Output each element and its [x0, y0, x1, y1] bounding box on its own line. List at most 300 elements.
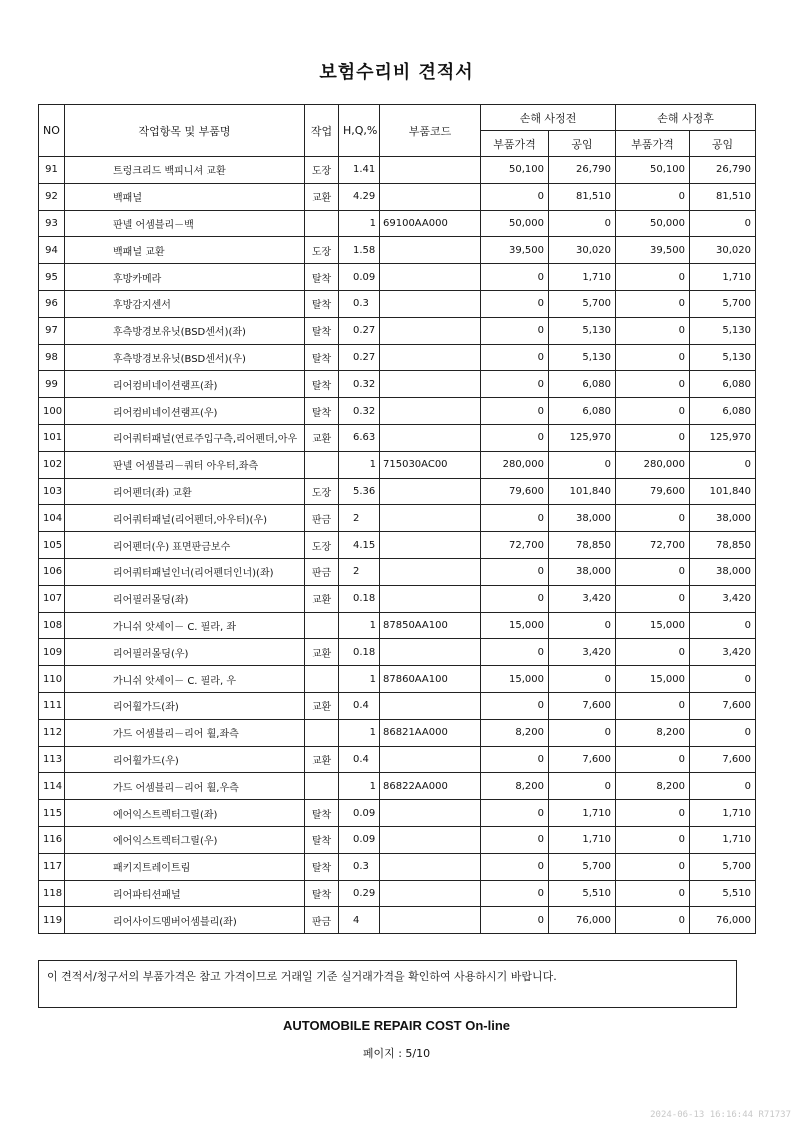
row-after-part-price: 0 — [616, 639, 690, 666]
row-hq: 1.58 — [339, 237, 380, 264]
row-hq: 0.09 — [339, 826, 380, 853]
row-after-part-price: 15,000 — [616, 666, 690, 693]
row-work-type: 탈착 — [305, 371, 339, 398]
row-work-type: 교환 — [305, 746, 339, 773]
row-part-code: 87850AA100 — [380, 612, 481, 639]
row-item-name: 후방감지센서 — [65, 290, 305, 317]
row-no: 112 — [39, 719, 65, 746]
row-work-type: 탈착 — [305, 853, 339, 880]
row-after-part-price: 72,700 — [616, 532, 690, 559]
table-row — [39, 719, 756, 746]
row-no: 111 — [39, 692, 65, 719]
row-after-part-price: 15,000 — [616, 612, 690, 639]
table-body — [39, 157, 756, 934]
row-before-labor: 0 — [549, 612, 616, 639]
row-before-labor: 0 — [549, 210, 616, 237]
row-before-part-price: 0 — [481, 853, 549, 880]
row-after-labor: 6,080 — [690, 371, 756, 398]
table-row — [39, 290, 756, 317]
row-hq: 1 — [339, 210, 380, 237]
row-item-name: 리어필러몰딩(우) — [65, 639, 305, 666]
table-row — [39, 800, 756, 827]
row-after-labor: 26,790 — [690, 157, 756, 184]
row-after-labor: 5,510 — [690, 880, 756, 907]
table-row — [39, 237, 756, 264]
table-row — [39, 692, 756, 719]
row-hq: 1 — [339, 719, 380, 746]
row-after-part-price: 0 — [616, 398, 690, 425]
row-item-name: 리어컴비네이션램프(우) — [65, 398, 305, 425]
row-no: 99 — [39, 371, 65, 398]
header-before: 손해 사정전 — [481, 105, 616, 131]
row-work-type: 교환 — [305, 585, 339, 612]
row-before-labor: 5,700 — [549, 853, 616, 880]
row-before-labor: 26,790 — [549, 157, 616, 184]
row-work-type: 판금 — [305, 907, 339, 934]
row-work-type: 탈착 — [305, 826, 339, 853]
row-no: 106 — [39, 558, 65, 585]
row-work-type: 판금 — [305, 558, 339, 585]
row-no: 91 — [39, 157, 65, 184]
row-item-name: 판넬 어셈블리－쿼터 아우터,좌측 — [65, 451, 305, 478]
row-item-name: 리어휠가드(우) — [65, 746, 305, 773]
row-after-labor: 1,710 — [690, 800, 756, 827]
row-before-labor: 7,600 — [549, 746, 616, 773]
row-work-type: 탈착 — [305, 264, 339, 291]
page-title: 보험수리비 견적서 — [319, 62, 474, 83]
row-before-labor: 101,840 — [549, 478, 616, 505]
row-item-name: 에어익스트렉터그릴(좌) — [65, 800, 305, 827]
row-no: 119 — [39, 907, 65, 934]
row-part-code: 69100AA000 — [380, 210, 481, 237]
row-no: 101 — [39, 424, 65, 451]
row-no: 108 — [39, 612, 65, 639]
header-item: 작업항목 및 부품명 — [65, 105, 305, 157]
row-work-type — [305, 719, 339, 746]
row-hq: 1.41 — [339, 157, 380, 184]
row-hq: 4 — [339, 907, 380, 934]
row-no: 95 — [39, 264, 65, 291]
row-after-labor: 7,600 — [690, 692, 756, 719]
row-before-labor: 81,510 — [549, 183, 616, 210]
row-no: 100 — [39, 398, 65, 425]
row-after-part-price: 0 — [616, 800, 690, 827]
row-after-labor: 0 — [690, 612, 756, 639]
row-before-part-price: 0 — [481, 264, 549, 291]
table-row — [39, 398, 756, 425]
row-part-code — [380, 398, 481, 425]
row-before-labor: 5,700 — [549, 290, 616, 317]
row-part-code — [380, 907, 481, 934]
row-item-name: 가드 어셈블리－리어 휠,우측 — [65, 773, 305, 800]
row-hq: 0.09 — [339, 264, 380, 291]
row-before-labor: 1,710 — [549, 800, 616, 827]
row-before-labor: 3,420 — [549, 585, 616, 612]
table-row — [39, 157, 756, 184]
table-row — [39, 558, 756, 585]
row-no: 105 — [39, 532, 65, 559]
row-after-labor: 0 — [690, 666, 756, 693]
row-after-labor: 5,130 — [690, 344, 756, 371]
row-no: 94 — [39, 237, 65, 264]
print-timestamp: 2024-06-13 16:16:44 R71737 — [650, 1110, 791, 1120]
row-no: 98 — [39, 344, 65, 371]
row-part-code — [380, 585, 481, 612]
row-work-type — [305, 666, 339, 693]
row-hq: 0.3 — [339, 853, 380, 880]
row-after-labor: 76,000 — [690, 907, 756, 934]
table-row — [39, 907, 756, 934]
row-after-labor: 1,710 — [690, 826, 756, 853]
row-after-part-price: 0 — [616, 290, 690, 317]
header-hq: H,Q,% — [339, 105, 380, 157]
row-part-code — [380, 157, 481, 184]
row-hq: 0.32 — [339, 398, 380, 425]
row-part-code — [380, 746, 481, 773]
row-before-part-price: 15,000 — [481, 612, 549, 639]
row-work-type: 교환 — [305, 639, 339, 666]
table-row — [39, 826, 756, 853]
row-before-labor: 5,510 — [549, 880, 616, 907]
row-item-name: 가드 어셈블리－리어 휠,좌측 — [65, 719, 305, 746]
row-item-name: 백패널 — [65, 183, 305, 210]
row-work-type — [305, 210, 339, 237]
row-work-type — [305, 612, 339, 639]
row-before-part-price: 0 — [481, 639, 549, 666]
row-work-type: 도장 — [305, 237, 339, 264]
row-after-part-price: 0 — [616, 585, 690, 612]
row-no: 116 — [39, 826, 65, 853]
row-before-labor: 76,000 — [549, 907, 616, 934]
row-hq: 4.15 — [339, 532, 380, 559]
row-item-name: 백패널 교환 — [65, 237, 305, 264]
row-before-part-price: 0 — [481, 398, 549, 425]
table-row — [39, 424, 756, 451]
row-before-labor: 6,080 — [549, 398, 616, 425]
row-before-labor: 0 — [549, 451, 616, 478]
row-part-code — [380, 264, 481, 291]
row-part-code — [380, 532, 481, 559]
row-work-type: 탈착 — [305, 880, 339, 907]
row-after-part-price: 0 — [616, 183, 690, 210]
row-before-part-price: 0 — [481, 371, 549, 398]
row-before-part-price: 0 — [481, 692, 549, 719]
row-hq: 0.27 — [339, 317, 380, 344]
row-no: 103 — [39, 478, 65, 505]
row-before-labor: 1,710 — [549, 264, 616, 291]
row-after-labor: 38,000 — [690, 558, 756, 585]
row-item-name: 가니쉬 앗세이－ C. 필라, 좌 — [65, 612, 305, 639]
row-hq: 1 — [339, 612, 380, 639]
row-before-part-price: 0 — [481, 800, 549, 827]
header-after-labor: 공임 — [690, 131, 756, 157]
row-before-part-price: 0 — [481, 290, 549, 317]
row-after-part-price: 0 — [616, 880, 690, 907]
table-row — [39, 210, 756, 237]
row-after-part-price: 8,200 — [616, 719, 690, 746]
row-after-part-price: 0 — [616, 317, 690, 344]
row-before-labor: 38,000 — [549, 558, 616, 585]
row-hq: 2 — [339, 505, 380, 532]
row-before-part-price: 79,600 — [481, 478, 549, 505]
row-after-part-price: 0 — [616, 907, 690, 934]
row-item-name: 트렁크리드 백피니셔 교환 — [65, 157, 305, 184]
row-before-part-price: 15,000 — [481, 666, 549, 693]
row-after-labor: 5,700 — [690, 290, 756, 317]
row-part-code — [380, 183, 481, 210]
table-row — [39, 639, 756, 666]
table-row — [39, 451, 756, 478]
header-after: 손해 사정후 — [616, 105, 756, 131]
row-part-code — [380, 317, 481, 344]
row-before-labor: 78,850 — [549, 532, 616, 559]
header-work: 작업 — [305, 105, 339, 157]
row-after-part-price: 0 — [616, 558, 690, 585]
row-hq: 1 — [339, 773, 380, 800]
row-before-labor: 38,000 — [549, 505, 616, 532]
row-before-part-price: 0 — [481, 907, 549, 934]
row-after-part-price: 79,600 — [616, 478, 690, 505]
row-no: 114 — [39, 773, 65, 800]
row-work-type: 도장 — [305, 478, 339, 505]
row-after-part-price: 0 — [616, 692, 690, 719]
row-item-name: 후측방경보유닛(BSD센서)(좌) — [65, 317, 305, 344]
row-item-name: 리어쿼터패널(연료주입구측,리어펜더,아우 — [65, 424, 305, 451]
table-row — [39, 344, 756, 371]
row-after-part-price: 50,000 — [616, 210, 690, 237]
row-work-type: 탈착 — [305, 800, 339, 827]
row-item-name: 후측방경보유닛(BSD센서)(우) — [65, 344, 305, 371]
row-item-name: 리어쿼터패널인너(리어펜더인너)(좌) — [65, 558, 305, 585]
row-before-labor: 125,970 — [549, 424, 616, 451]
row-hq: 0.4 — [339, 746, 380, 773]
row-before-labor: 6,080 — [549, 371, 616, 398]
row-after-labor: 0 — [690, 773, 756, 800]
row-before-part-price: 0 — [481, 317, 549, 344]
row-after-labor: 1,710 — [690, 264, 756, 291]
row-part-code — [380, 692, 481, 719]
row-no: 107 — [39, 585, 65, 612]
row-part-code — [380, 800, 481, 827]
row-part-code — [380, 639, 481, 666]
table-row — [39, 317, 756, 344]
row-hq: 5.36 — [339, 478, 380, 505]
row-after-labor: 3,420 — [690, 585, 756, 612]
row-item-name: 리어컴비네이션램프(좌) — [65, 371, 305, 398]
row-part-code — [380, 478, 481, 505]
row-item-name: 에어익스트렉터그릴(우) — [65, 826, 305, 853]
row-before-part-price: 8,200 — [481, 773, 549, 800]
row-after-part-price: 50,100 — [616, 157, 690, 184]
row-before-labor: 7,600 — [549, 692, 616, 719]
header-before-part-price: 부품가격 — [481, 131, 549, 157]
row-part-code — [380, 558, 481, 585]
row-before-part-price: 0 — [481, 505, 549, 532]
row-item-name: 리어필러몰딩(좌) — [65, 585, 305, 612]
row-part-code — [380, 853, 481, 880]
row-after-labor: 0 — [690, 451, 756, 478]
row-after-labor: 3,420 — [690, 639, 756, 666]
row-hq: 6.63 — [339, 424, 380, 451]
row-work-type: 탈착 — [305, 344, 339, 371]
header-no: NO — [39, 105, 65, 157]
row-before-labor: 5,130 — [549, 317, 616, 344]
row-part-code — [380, 290, 481, 317]
row-hq: 0.4 — [339, 692, 380, 719]
row-before-part-price: 0 — [481, 880, 549, 907]
row-work-type — [305, 451, 339, 478]
row-before-part-price: 0 — [481, 558, 549, 585]
row-after-part-price: 0 — [616, 746, 690, 773]
table-row — [39, 773, 756, 800]
row-hq: 0.29 — [339, 880, 380, 907]
row-before-part-price: 39,500 — [481, 237, 549, 264]
estimate-table — [38, 104, 756, 934]
row-item-name: 리어쿼터패널(리어펜더,아우터)(우) — [65, 505, 305, 532]
table-row — [39, 880, 756, 907]
header-before-labor: 공임 — [549, 131, 616, 157]
row-hq: 0.32 — [339, 371, 380, 398]
row-part-code — [380, 505, 481, 532]
row-after-labor: 38,000 — [690, 505, 756, 532]
price-notice: 이 견적서/청구서의 부품가격은 참고 가격이므로 거래일 기준 실거래가격을 확인하여 사용하시기 바랍니다. — [38, 960, 737, 1008]
row-hq: 1 — [339, 451, 380, 478]
row-before-labor: 0 — [549, 666, 616, 693]
row-no: 92 — [39, 183, 65, 210]
row-before-part-price: 0 — [481, 344, 549, 371]
row-no: 115 — [39, 800, 65, 827]
row-after-part-price: 280,000 — [616, 451, 690, 478]
row-item-name: 리어펜더(좌) 교환 — [65, 478, 305, 505]
row-work-type: 교환 — [305, 424, 339, 451]
row-after-labor: 125,970 — [690, 424, 756, 451]
row-before-part-price: 280,000 — [481, 451, 549, 478]
row-work-type — [305, 773, 339, 800]
row-after-labor: 30,020 — [690, 237, 756, 264]
row-part-code: 86822AA000 — [380, 773, 481, 800]
row-before-part-price: 50,100 — [481, 157, 549, 184]
row-part-code: 87860AA100 — [380, 666, 481, 693]
row-part-code: 86821AA000 — [380, 719, 481, 746]
row-after-part-price: 0 — [616, 371, 690, 398]
row-part-code — [380, 880, 481, 907]
header-code: 부품코드 — [380, 105, 481, 157]
row-item-name: 후방카메라 — [65, 264, 305, 291]
row-after-labor: 5,700 — [690, 853, 756, 880]
row-after-labor: 7,600 — [690, 746, 756, 773]
row-work-type: 판금 — [305, 505, 339, 532]
row-item-name: 판넬 어셈블리－백 — [65, 210, 305, 237]
row-after-labor: 0 — [690, 210, 756, 237]
row-item-name: 가니쉬 앗세이－ C. 필라, 우 — [65, 666, 305, 693]
table-row — [39, 585, 756, 612]
row-part-code — [380, 424, 481, 451]
row-after-labor: 6,080 — [690, 398, 756, 425]
row-after-part-price: 0 — [616, 264, 690, 291]
row-after-labor: 78,850 — [690, 532, 756, 559]
row-item-name: 리어파티션패널 — [65, 880, 305, 907]
row-after-part-price: 0 — [616, 344, 690, 371]
row-work-type: 탈착 — [305, 317, 339, 344]
row-no: 96 — [39, 290, 65, 317]
row-after-part-price: 8,200 — [616, 773, 690, 800]
row-after-part-price: 0 — [616, 853, 690, 880]
row-hq: 1 — [339, 666, 380, 693]
row-before-part-price: 0 — [481, 183, 549, 210]
row-before-labor: 5,130 — [549, 344, 616, 371]
row-before-labor: 0 — [549, 773, 616, 800]
table-row — [39, 183, 756, 210]
row-hq: 0.27 — [339, 344, 380, 371]
row-part-code — [380, 826, 481, 853]
page-number: 페이지 : 5/10 — [362, 1047, 431, 1060]
row-no: 117 — [39, 853, 65, 880]
row-after-part-price: 39,500 — [616, 237, 690, 264]
table-row — [39, 505, 756, 532]
footer-title: AUTOMOBILE REPAIR COST On-line — [282, 1018, 511, 1033]
row-hq: 0.18 — [339, 585, 380, 612]
row-item-name: 리어사이드멤버어셈블리(좌) — [65, 907, 305, 934]
row-after-part-price: 0 — [616, 424, 690, 451]
row-before-part-price: 0 — [481, 585, 549, 612]
row-before-part-price: 8,200 — [481, 719, 549, 746]
row-item-name: 패키지트레이트림 — [65, 853, 305, 880]
row-before-part-price: 50,000 — [481, 210, 549, 237]
row-after-labor: 0 — [690, 719, 756, 746]
row-work-type: 도장 — [305, 532, 339, 559]
row-hq: 2 — [339, 558, 380, 585]
row-no: 109 — [39, 639, 65, 666]
row-item-name: 리어휠가드(좌) — [65, 692, 305, 719]
row-no: 110 — [39, 666, 65, 693]
row-before-part-price: 72,700 — [481, 532, 549, 559]
row-before-labor: 3,420 — [549, 639, 616, 666]
row-no: 113 — [39, 746, 65, 773]
table-row — [39, 264, 756, 291]
row-before-labor: 0 — [549, 719, 616, 746]
table-row — [39, 478, 756, 505]
row-work-type: 도장 — [305, 157, 339, 184]
row-hq: 0.09 — [339, 800, 380, 827]
row-no: 97 — [39, 317, 65, 344]
row-hq: 4.29 — [339, 183, 380, 210]
row-before-labor: 30,020 — [549, 237, 616, 264]
row-no: 118 — [39, 880, 65, 907]
row-work-type: 탈착 — [305, 290, 339, 317]
row-before-part-price: 0 — [481, 826, 549, 853]
row-work-type: 탈착 — [305, 398, 339, 425]
row-item-name: 리어펜더(우) 표면판금보수 — [65, 532, 305, 559]
table-row — [39, 746, 756, 773]
table-row — [39, 371, 756, 398]
row-part-code — [380, 371, 481, 398]
row-after-labor: 5,130 — [690, 317, 756, 344]
row-after-labor: 81,510 — [690, 183, 756, 210]
row-after-part-price: 0 — [616, 505, 690, 532]
row-part-code — [380, 237, 481, 264]
table-row — [39, 532, 756, 559]
row-before-part-price: 0 — [481, 746, 549, 773]
row-hq: 0.3 — [339, 290, 380, 317]
row-after-labor: 101,840 — [690, 478, 756, 505]
header-after-part-price: 부품가격 — [616, 131, 690, 157]
row-no: 93 — [39, 210, 65, 237]
table-row — [39, 666, 756, 693]
row-no: 102 — [39, 451, 65, 478]
row-hq: 0.18 — [339, 639, 380, 666]
row-work-type: 교환 — [305, 692, 339, 719]
row-after-part-price: 0 — [616, 826, 690, 853]
